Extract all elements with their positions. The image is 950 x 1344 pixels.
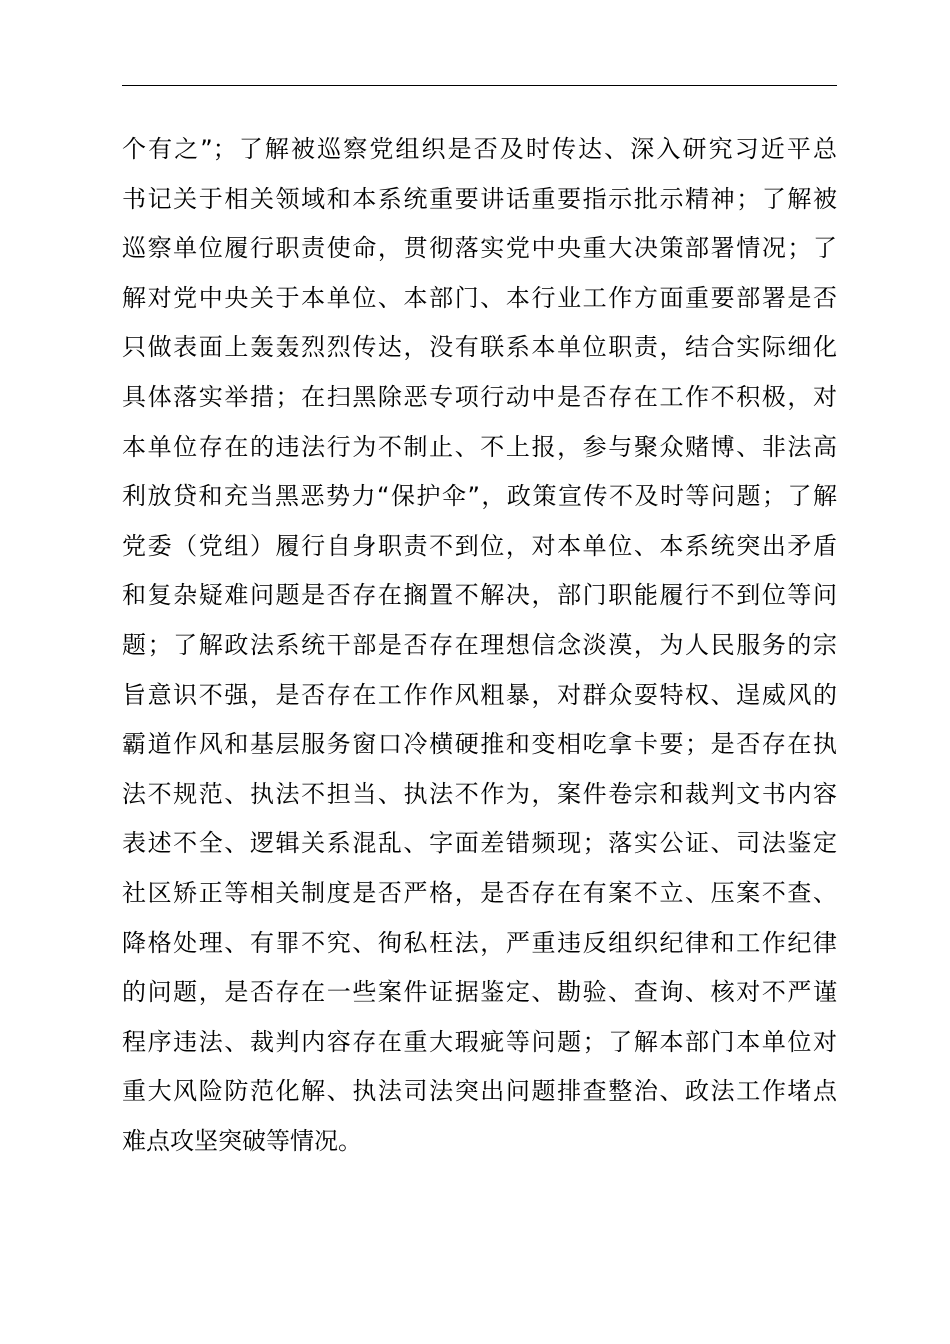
text-line: 程序违法、裁判内容存在重大瑕疵等问题；了解本部门本单位对 [122,1027,837,1056]
text-line: 和复杂疑难问题是否存在搁置不解决，部门职能履行不到位等问 [122,581,837,610]
text-line: 重大风险防范化解、执法司法突出问题排查整治、政法工作堵点 [122,1077,837,1106]
text-line: 只做表面上轰轰烈烈传达，没有联系本单位职责，结合实际细化 [122,333,837,362]
text-line: 本单位存在的违法行为不制止、不上报，参与聚众赌博、非法高 [122,432,837,461]
text-line: 旨意识不强，是否存在工作作风粗暴，对群众耍特权、逞威风的 [122,680,837,709]
text-line: 具体落实举措；在扫黑除恶专项行动中是否存在工作不积极，对 [122,382,837,411]
text-line: 个有之”；了解被巡察党组织是否及时传达、深入研究习近平总 [122,135,837,163]
text-line: 难点攻坚突破等情况。 [122,1126,362,1155]
text-line: 利放贷和充当黑恶势力“保护伞”，政策宣传不及时等问题；了解 [122,482,837,511]
text-line: 表述不全、逻辑关系混乱、字面差错频现；落实公证、司法鉴定 [122,829,837,858]
text-line: 题；了解政法系统干部是否存在理想信念淡漠，为人民服务的宗 [122,630,837,659]
text-line: 霸道作风和基层服务窗口冷横硬推和变相吃拿卡要；是否存在执 [122,730,837,759]
text-line: 书记关于相关领域和本系统重要讲话重要指示批示精神；了解被 [122,184,837,213]
header-rule [122,85,837,86]
document-body [122,125,837,1166]
text-line: 社区矫正等相关制度是否严格，是否存在有案不立、压案不查、 [122,878,837,907]
text-line: 的问题，是否存在一些案件证据鉴定、勘验、查询、核对不严谨 [122,978,837,1007]
text-line: 降格处理、有罪不究、徇私枉法，严重违反组织纪律和工作纪律 [122,928,837,957]
text-line: 巡察单位履行职责使命，贯彻落实党中央重大决策部署情况；了 [122,234,837,263]
text-line: 解对党中央关于本单位、本部门、本行业工作方面重要部署是否 [122,283,837,312]
text-line: 党委（党组）履行自身职责不到位，对本单位、本系统突出矛盾 [122,531,837,560]
text-line: 法不规范、执法不担当、执法不作为，案件卷宗和裁判文书内容 [122,779,837,808]
